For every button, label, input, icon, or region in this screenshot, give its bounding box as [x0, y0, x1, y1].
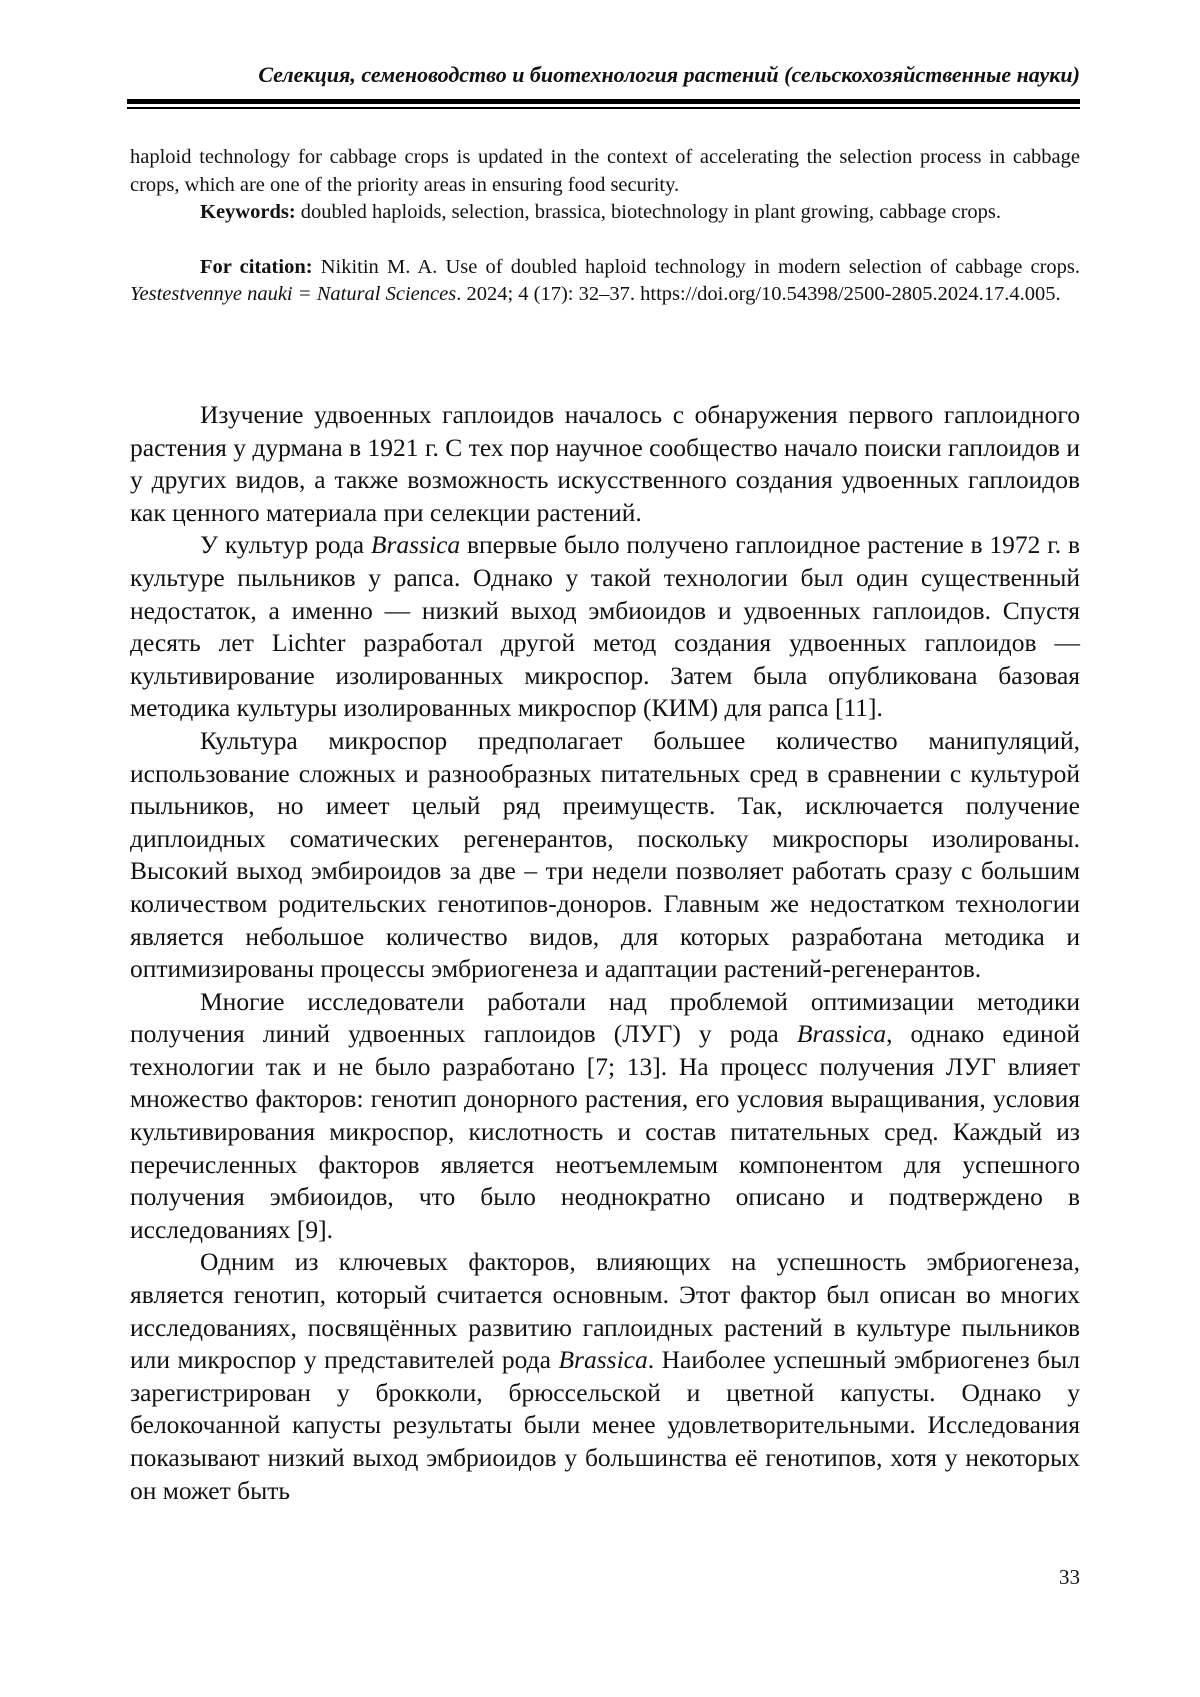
citation-tail: . 2024; 4 (17): 32–37. https://doi.org/10.54398/2500-2805.2024.17.4.005.: [456, 283, 1061, 305]
header-rule-thin: [127, 107, 1080, 109]
citation-label: For citation:: [200, 255, 313, 278]
article-body: [130, 399, 1080, 1507]
p2-text-b: впервые было получено гаплоидное растение в 1972 г. в культуре пыльников у рапса. Однако у такой технологии был один существенный недостаток, а именно — низкий выход эмбиоидов и удвоенных гаплоидов. Спустя десять лет Lichter разработал другой метод создания удвоенных гаплоидов — культивирование изолированных микроспор. Затем была опубликована базовая методика культуры изолированных микроспор (КИМ) для рапса [11].: [130, 530, 1081, 723]
p4-text-b: , однако единой технологии так и не было разработано [7; 13]. На процесс получения ЛУГ влияет множество факторов: генотип донорного растения, его условия выращивания, условия культивирования микроспор, кислотность и состав питательных сред. Каждый из перечисленных факторов является неотъемлемым компонентом для успешного получения эмбиоидов, что было неоднократно описано и подтверждено в исследованиях [9].: [130, 1019, 1080, 1244]
p5-text-a: Одним из ключевых факторов, влияющих на успешность эмбриогенеза, является генотип, который считается основным. Этот фактор был описан во многих исследованиях, посвящённых развитию гаплоидных растений в культуре пыльников или микроспор у представителей рода: [130, 1247, 1080, 1375]
citation-text: Nikitin M. A. Use of doubled haploid technology in modern selection of cabbage crops.: [312, 255, 1080, 278]
p5-genus: Brassica: [558, 1345, 648, 1375]
p2-text-a: У культур рода: [200, 530, 371, 560]
abstract-spacer: [130, 227, 1080, 254]
p4-text-a: Многие исследователи работали над проблемой оптимизации методики получения линий удвоенных гаплоидов (ЛУГ) у рода: [130, 986, 1080, 1049]
running-header: Селекция, семеноводство и биотехнология растений (сельскохозяйственные науки): [258, 62, 1080, 87]
keywords-text: doubled haploids, selection, brassica, biotechnology in plant growing, cabbage crops.: [295, 201, 1002, 223]
page-number: 33: [1059, 1565, 1080, 1589]
p4-genus: Brassica: [796, 1019, 887, 1049]
citation-journal: Yestestvennye nauki = Natural Sciences: [130, 283, 457, 305]
p5-text-b: . Наиболее успешный эмбриогенез был зарегистрирован у брокколи, брюссельской и цветной капусты. Однако у белокочанной капусты результаты были менее удовлетворительными. Исследования показывают низкий выход эмбриоидов у большинства её генотипов, хотя у некоторых он может быть: [130, 1345, 1080, 1505]
keywords-paragraph: [130, 199, 1080, 227]
keywords-label: Keywords:: [200, 201, 296, 223]
body-paragraph-4: [130, 986, 1080, 1247]
body-paragraph-5: [130, 1246, 1080, 1507]
abstract-block: [130, 144, 1080, 309]
body-paragraph-3: Культура микроспор предполагает большее количество манипуляций, использование сложных и разнообразных питательных сред в сравнении с культурой пыльников, но имеет целый ряд преимуществ. Так, исключается получение диплоидных соматических регенерантов, поскольку микроспоры изолированы. Высокий выход эмбироидов за две – три недели позволяет работать сразу с большим количеством родительских генотипов-доноров. Главным же недостатком технологии является небольшое количество видов, для которых разработана методика и оптимизированы процессы эмбриогенеза и адаптации растений-регенерантов.: [130, 725, 1080, 984]
abstract-end-paragraph: haploid technology for cabbage crops is updated in the context of accelerating the selection process in cabbage crops, which are one of the priority areas in ensuring food security.: [130, 146, 1080, 196]
body-paragraph-1: Изучение удвоенных гаплоидов началось с обнаружения первого гаплоидного растения у дурмана в 1921 г. С тех пор научное сообщество начало поиски гаплоидов и у других видов, а также возможность искусственного создания удвоенных гаплоидов как ценного материала при селекции растений.: [130, 400, 1080, 527]
body-paragraph-2: [130, 529, 1080, 725]
p2-genus: Brassica: [370, 530, 461, 560]
citation-paragraph: [130, 254, 1080, 309]
header-rule-thick: [127, 99, 1080, 104]
